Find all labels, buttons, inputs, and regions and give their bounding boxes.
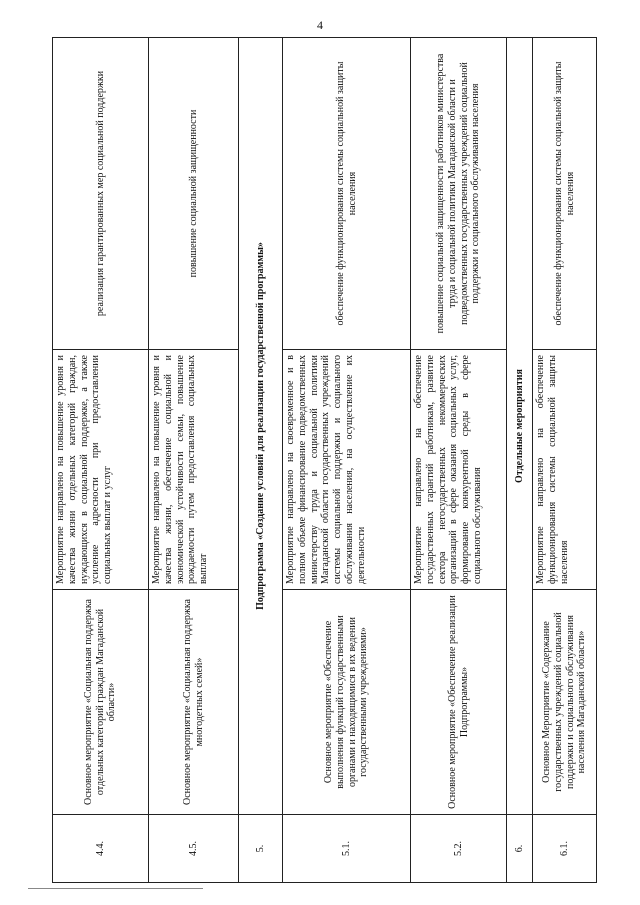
measure-result: реализация гарантированных мер социальной поддержки	[53, 38, 149, 350]
measure-result: повышение социальной защищенности работников министерства труда и социальной политики Магаданской области и подведомственных государственных учреждений социальной поддержки и социального обслуживания населения	[411, 38, 507, 350]
measure-name: Основное мероприятие «Социальная поддержка отдельных категорий граждан Магаданской области»	[53, 590, 149, 815]
rotated-table-canvas	[52, 38, 596, 883]
row-number: 5.2.	[411, 815, 507, 883]
table-row	[283, 38, 411, 883]
table-row	[53, 38, 149, 883]
measure-description: Мероприятие направлено на повышение уровня и качества жизни, обеспечение социальной и экономической устойчивости семьи, повышение рождаемости путем предоставления социальных выплат	[149, 350, 239, 590]
measure-description: Мероприятие направлено на обеспечение функционирования системы социальной защиты населения	[533, 350, 597, 590]
measure-result: повышение социальной защищенности	[149, 38, 239, 350]
measure-name: Основное мероприятие «Обеспечение реализации Подпрограммы»	[411, 590, 507, 815]
measure-name: Основное Мероприятие «Содержание государственных учреждений социальной поддержки и социального обслуживания населения Магаданской области»	[533, 590, 597, 815]
row-number: 4.4.	[53, 815, 149, 883]
table-row	[411, 38, 507, 883]
row-number: 5.1.	[283, 815, 411, 883]
row-number: 5.	[239, 815, 283, 883]
measure-result: обеспечение функционирования системы социальной защиты населения	[533, 38, 597, 350]
row-number: 6.1.	[533, 815, 597, 883]
table-row	[149, 38, 239, 883]
measure-name: Основное мероприятие «Социальная поддержка многодетных семей»	[149, 590, 239, 815]
page-number: 4	[317, 18, 323, 32]
measure-description: Мероприятие направлено на своевременное и в полном объеме финансирование подведомственных министерству труда и социальной политики Магаданской области государственных учреждений системы социальной поддержки и социального обслуживания населения, на осуществление их деятельности	[283, 350, 411, 590]
measure-name: Основное мероприятие «Обеспечение выполнения функций государственными органами и находящимися в их ведении государственными учреждениями»	[283, 590, 411, 815]
measures-table	[52, 37, 597, 883]
measure-description: Мероприятие направлено на повышение уровня и качества жизни отдельных категорий граждан, нуждающихся в социальной поддержке, а также усиление адресности при предоставлении социальных выплат и услуг	[53, 350, 149, 590]
section-title: Отдельные мероприятия	[507, 38, 533, 815]
measure-result: обеспечение функционирования системы социальной защиты населения	[283, 38, 411, 350]
table-row	[533, 38, 597, 883]
measure-description: Мероприятие направлено на обеспечение государственных гарантий работникам, развитие сектора негосударственных некоммерческих организаций в сфере оказания социальных услуг, формирование конкурентной среды в сфере социального обслуживания	[411, 350, 507, 590]
section-row	[507, 38, 533, 883]
section-row	[239, 38, 283, 883]
section-title: Подпрограмма «Создание условий для реализации государственной программы»	[239, 38, 283, 815]
footer-rule	[28, 888, 203, 889]
row-number: 6.	[507, 815, 533, 883]
row-number: 4.5.	[149, 815, 239, 883]
